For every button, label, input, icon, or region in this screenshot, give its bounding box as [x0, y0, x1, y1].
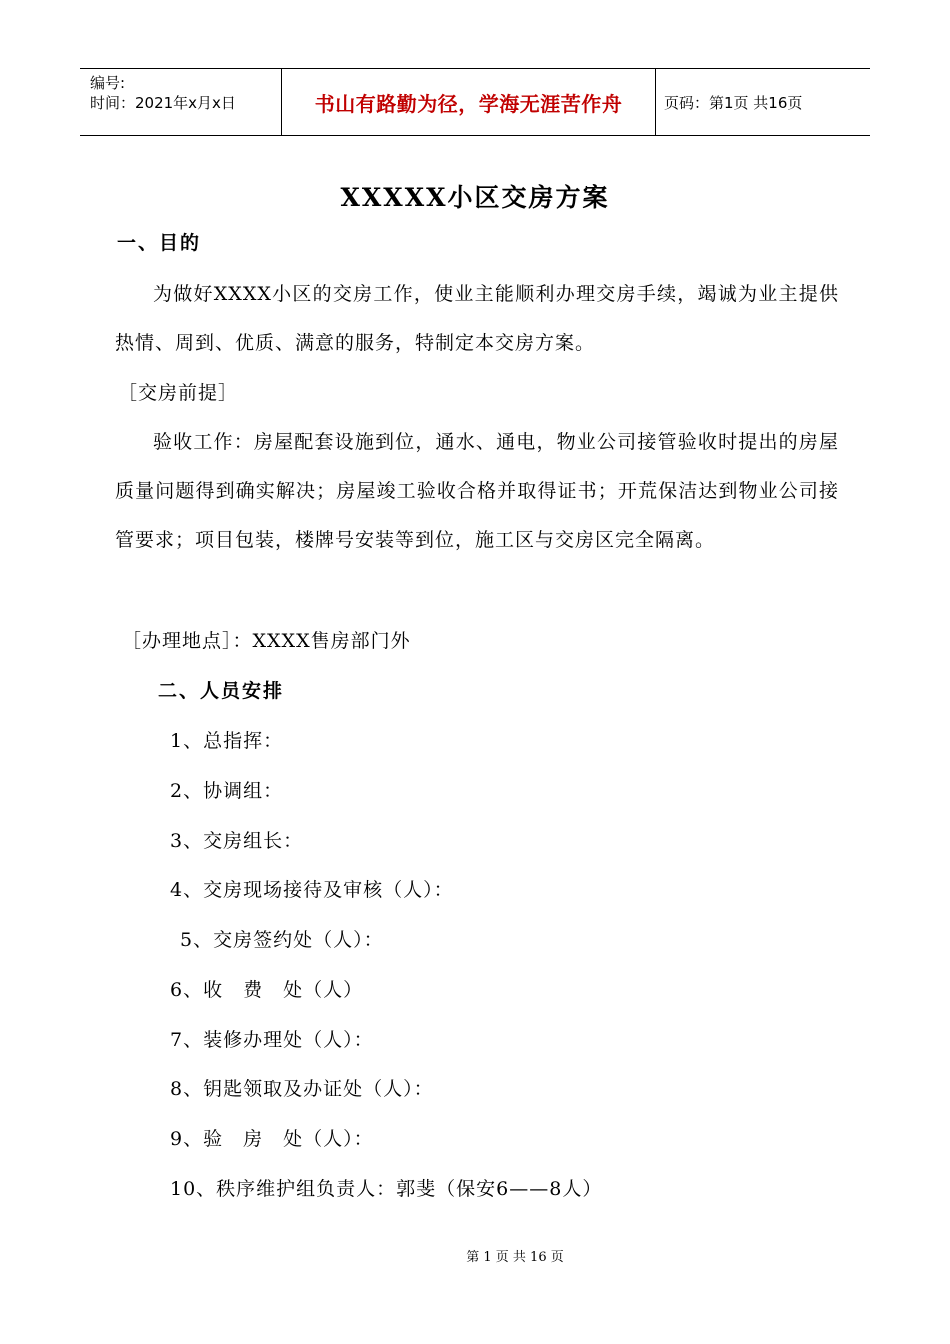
header-table [80, 68, 870, 136]
purpose-paragraph: 为做好XXXX小区的交房工作，使业主能顺利办理交房手续，竭诚为业主提供热情、周到、优质、满意的服务，特制定本交房方案。 [115, 283, 839, 354]
staff-item: 7、装修办理处（人）： [170, 1029, 374, 1051]
header-page-info: 页码：第1页 共16页 [664, 93, 803, 112]
staff-item: 8、钥匙领取及办证处（人）： [170, 1078, 434, 1100]
page-footer: 第 1 页 共 16 页 [466, 1250, 564, 1265]
staff-item: 4、交房现场接待及审核（人）： [170, 879, 454, 901]
staff-item: 1、总指挥： [170, 730, 284, 752]
section-heading-purpose: 一、目的 [117, 232, 202, 254]
staff-item: 3、交房组长： [170, 830, 304, 852]
number-label: 编号: [90, 74, 126, 92]
section-heading-staffing: 二、人员安排 [158, 680, 285, 702]
header-motto: 书山有路勤为径，学海无涯苦作舟 [282, 69, 656, 135]
staff-item: 2、协调组： [170, 780, 284, 802]
staff-item: 9、验 房 处（人）： [170, 1128, 374, 1150]
staff-item: 6、收 费 处（人） [170, 979, 364, 1001]
premise-label: ［交房前提］ [118, 382, 239, 404]
premise-paragraph: 验收工作：房屋配套设施到位，通水、通电，物业公司接管验收时提出的房屋质量问题得到确实解决；房屋竣工验收合格并取得证书；开荒保洁达到物业公司接管要求；项目包装，楼牌号安装等到位，施工区与交房区完全隔离。 [115, 431, 839, 551]
staff-item: 5、交房签约处（人）： [180, 929, 384, 951]
staff-item: 10、秩序维护组负责人：郭斐（保安6——8人） [170, 1178, 603, 1200]
time-label: 时间：2021年x月x日 [90, 94, 236, 112]
location-line: ［办理地点］：XXXX售房部门外 [122, 630, 411, 652]
document-title: XXXXX小区交房方案 [340, 183, 610, 212]
header-left-cell [80, 69, 282, 135]
